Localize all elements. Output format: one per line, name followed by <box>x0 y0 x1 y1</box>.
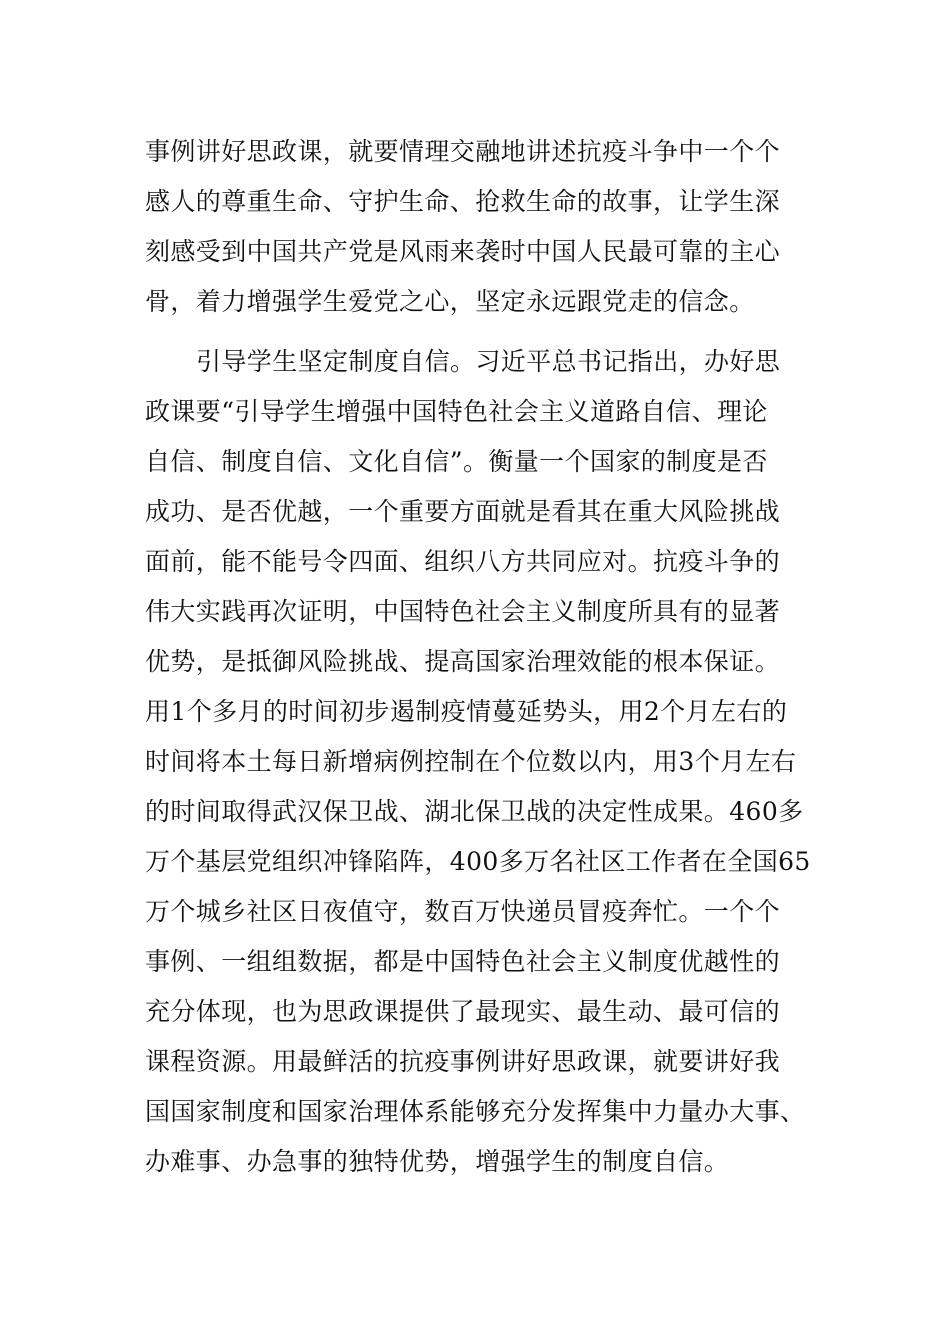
text-line: 时间将本土每日新增病例控制在个位数以内，用3个月左右 <box>145 747 797 776</box>
text-line: 面前，能不能号令四面、组织八方共同应对。抗疫斗争的 <box>145 547 781 576</box>
text-line: 万个城乡社区日夜值守，数百万快递员冒疫奔忙。一个个 <box>145 897 781 926</box>
text-line: 优势，是抵御风险挑战、提高国家治理效能的根本保证。 <box>145 647 781 676</box>
text-line: 用1个多月的时间初步遏制疫情蔓延势头，用2个月左右的 <box>145 697 788 726</box>
text-line: 的时间取得武汉保卫战、湖北保卫战的决定性成果。460多 <box>145 797 804 826</box>
text-line: 充分体现，也为思政课提供了最现实、最生动、最可信的 <box>145 997 781 1026</box>
text-line: 万个基层党组织冲锋陷阵，400多万名社区工作者在全国65 <box>145 847 811 876</box>
text-line: 感人的尊重生命、守护生命、抢救生命的故事，让学生深 <box>145 187 781 216</box>
text-line: 事例、一组组数据，都是中国特色社会主义制度优越性的 <box>145 947 781 976</box>
text-line: 国国家制度和国家治理体系能够充分发挥集中力量办大事、 <box>145 1097 806 1126</box>
text-line: 伟大实践再次证明，中国特色社会主义制度所具有的显著 <box>145 597 781 626</box>
text-line: 自信、制度自信、文化自信”。衡量一个国家的制度是否 <box>145 447 768 476</box>
text-line: 引导学生坚定制度自信。习近平总书记指出，办好思 <box>196 347 781 376</box>
text-line: 政课要“引导学生增强中国特色社会主义道路自信、理论 <box>145 397 768 426</box>
text-line: 办难事、办急事的独特优势，增强学生的制度自信。 <box>145 1147 730 1176</box>
text-line: 骨，着力增强学生爱党之心，坚定永远跟党走的信念。 <box>145 287 755 316</box>
text-line: 事例讲好思政课，就要情理交融地讲述抗疫斗争中一个个 <box>145 137 781 166</box>
text-line: 成功、是否优越，一个重要方面就是看其在重大风险挑战 <box>145 497 781 526</box>
text-line: 课程资源。用最鲜活的抗疫事例讲好思政课，就要讲好我 <box>145 1047 781 1076</box>
text-line: 刻感受到中国共产党是风雨来袭时中国人民最可靠的主心 <box>145 237 781 266</box>
